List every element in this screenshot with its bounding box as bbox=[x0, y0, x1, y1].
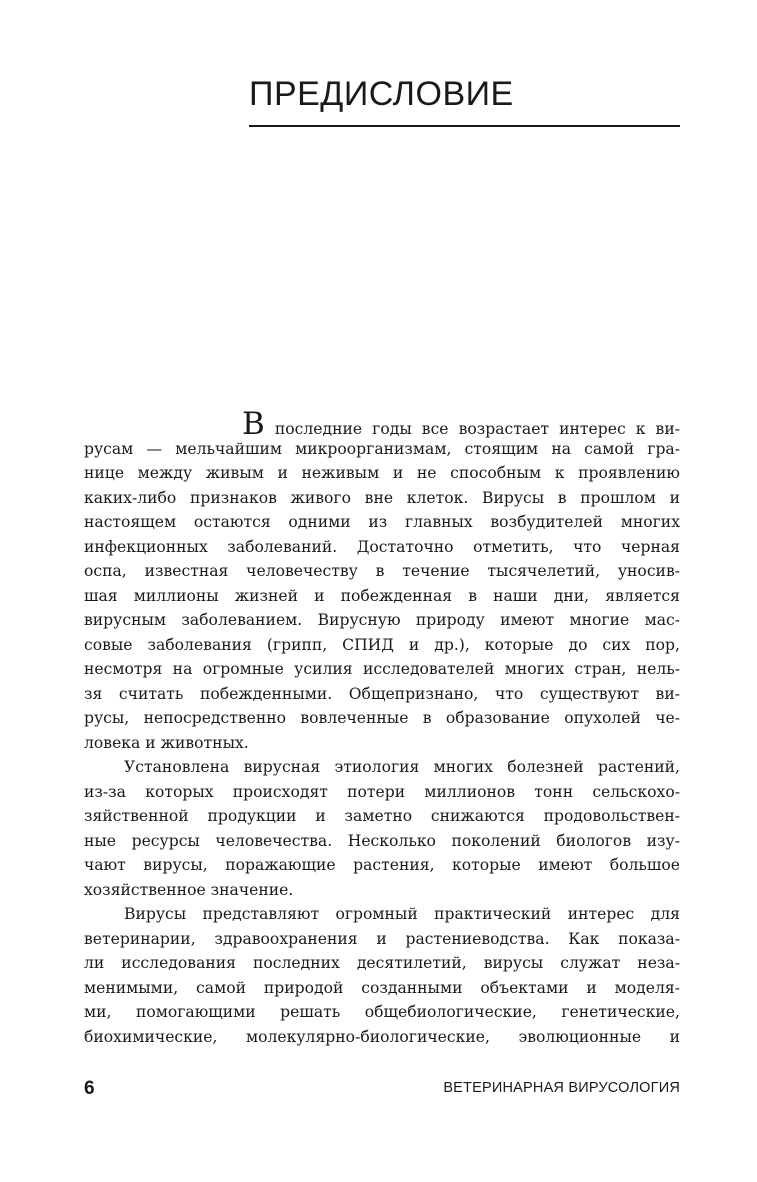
paragraph-2 bbox=[84, 755, 680, 902]
text-line: зяйственной продукции и заметно снижаются продовольствен- bbox=[84, 807, 680, 825]
text-line: оспа, известная человечеству в течение тысячелетий, уносив- bbox=[84, 562, 680, 580]
text-line: ные ресурсы человечества. Несколько поколений биологов изу- bbox=[84, 831, 680, 850]
paragraph-1 bbox=[84, 406, 680, 755]
chapter-title: ПРЕДИСЛОВИЕ bbox=[249, 75, 514, 113]
text-line: каких-либо признаков живого вне клеток. Вирусы в прошлом и bbox=[84, 488, 680, 507]
text-line: шая миллионы жизней и побежденная в наши дни, является bbox=[84, 586, 680, 605]
text-line: инфекционных заболеваний. Достаточно отметить, что черная bbox=[84, 537, 680, 556]
drop-cap: В bbox=[242, 406, 265, 442]
text-line: ли исследования последних десятилетий, вирусы служат неза- bbox=[84, 954, 680, 972]
text-line: нице между живым и неживым и не способным к проявлению bbox=[84, 464, 680, 482]
text-line: менимыми, самой природой созданными объектами и моделя- bbox=[84, 978, 680, 997]
text-line: совые заболевания (грипп, СПИД и др.), которые до сих пор, bbox=[84, 635, 680, 654]
text-line: Вирусы представляют огромный практический интерес для bbox=[124, 905, 680, 923]
text-line: настоящем остаются одними из главных возбудителей многих bbox=[84, 513, 680, 531]
paragraph-3 bbox=[84, 902, 680, 1049]
title-underline bbox=[249, 125, 680, 127]
text-line: ловека и животных. bbox=[84, 733, 249, 752]
text-line: ветеринарии, здравоохранения и растениеводства. Как показа- bbox=[84, 929, 680, 948]
text-fragment: последние годы все возрастает интерес к ви- bbox=[264, 420, 680, 438]
text-line: несмотря на огромные усилия исследователей многих стран, нель- bbox=[84, 660, 680, 678]
page-number: 6 bbox=[84, 1078, 95, 1099]
text-line: русы, непосредственно вовлеченные в образование опухолей че- bbox=[84, 709, 680, 727]
text-line: зя считать побежденными. Общепризнано, что существуют ви- bbox=[84, 684, 680, 703]
text-line: хозяйственное значение. bbox=[84, 880, 294, 899]
text-line: чают вирусы, поражающие растения, которые имеют большое bbox=[84, 856, 680, 874]
text-line bbox=[84, 406, 680, 442]
text-line: биохимические, молекулярно-биологические, эволюционные и bbox=[84, 1027, 680, 1046]
text-line: вирусным заболеванием. Вирусную природу имеют многие мас- bbox=[84, 611, 680, 629]
text-line: из-за которых происходят потери миллионов тонн сельскохо- bbox=[84, 782, 680, 801]
text-line: Установлена вирусная этиология многих болезней растений, bbox=[124, 758, 680, 776]
text-line: ми, помогающими решать общебиологические, генетические, bbox=[84, 1003, 680, 1021]
text-line: русам — мельчайшим микроорганизмам, стоящим на самой гра- bbox=[84, 439, 680, 458]
running-head: ВЕТЕРИНАРНАЯ ВИРУСОЛОГИЯ bbox=[443, 1080, 680, 1096]
